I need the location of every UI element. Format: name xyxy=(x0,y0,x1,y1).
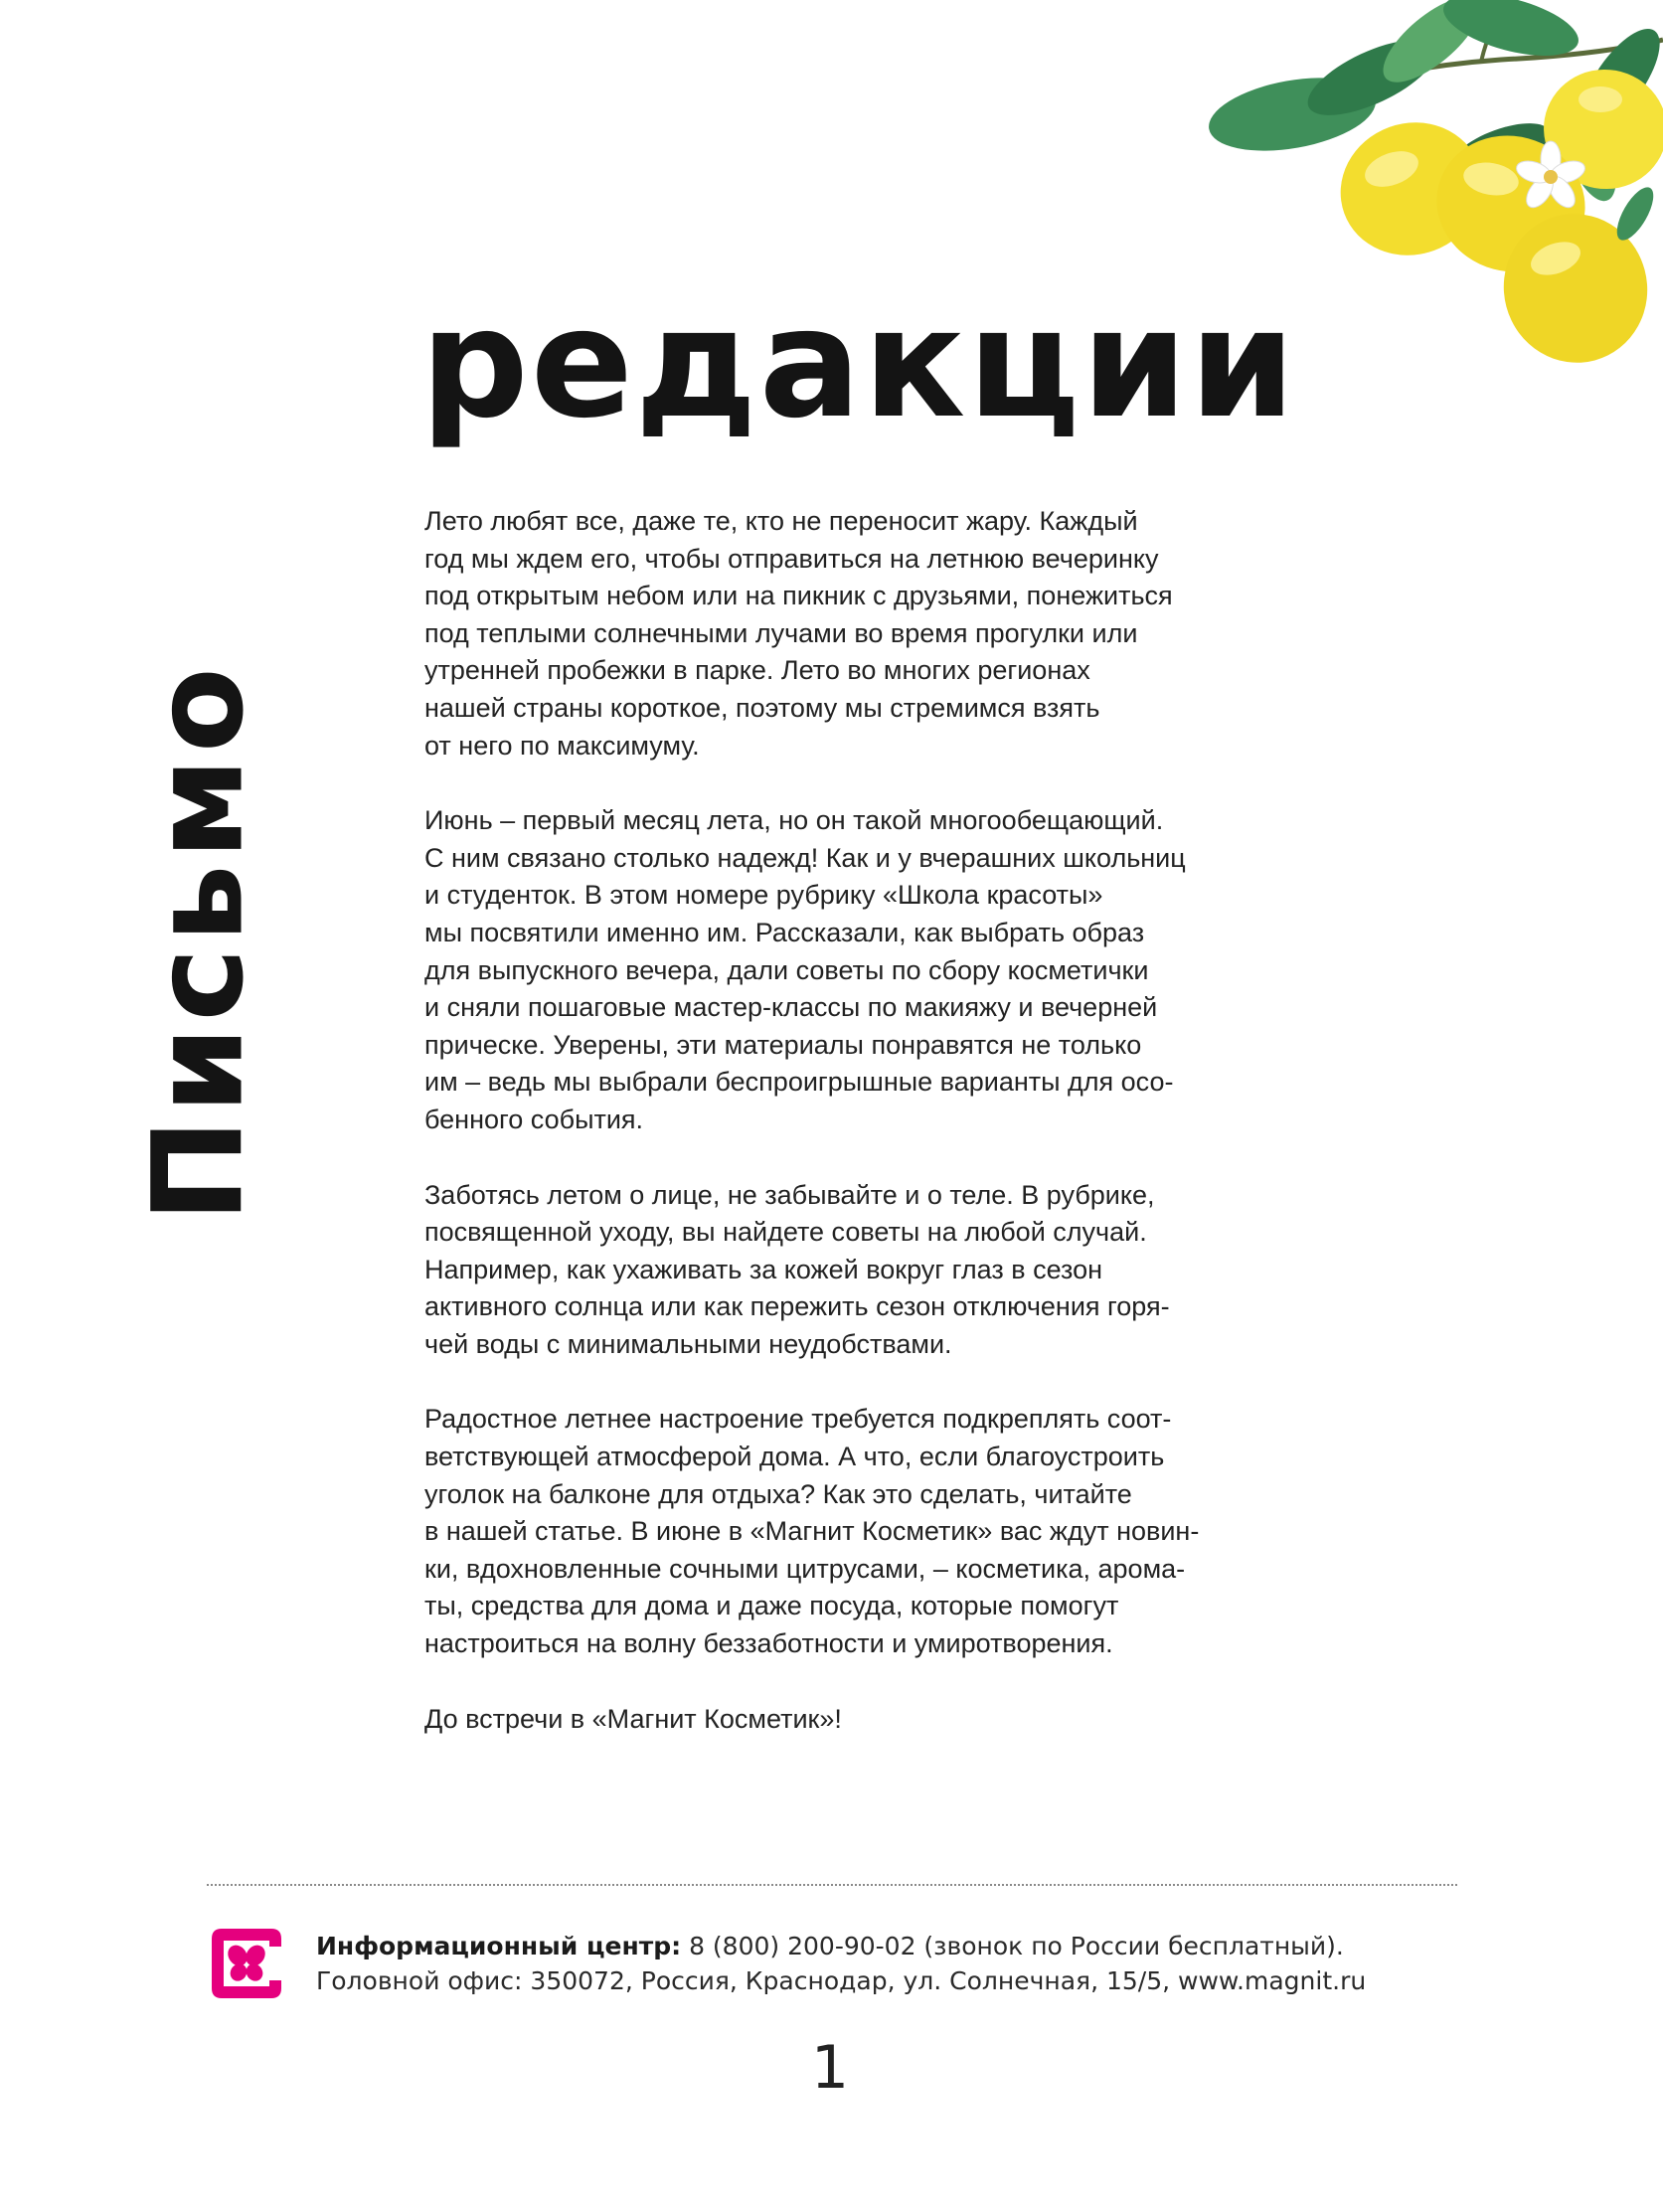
magnit-cosmetic-logo-icon xyxy=(206,1923,287,2004)
info-center-line xyxy=(316,1929,1509,1963)
paragraph: Июнь – первый месяц лета, но он такой многообещающий. С ним связано столько надежд! Как и у вчерашних школьниц и студенток. В этом номере рубрику «Школа красоты» мы посвятили именно им. Рассказали, как выбрать образ для выпускного вечера, дали советы по сбору косметички и сняли пошаговые мастер-классы по макияжу и вечерней прическе. Уверены, эти материалы понравятся не только им – ведь мы выбрали беспроигрышные варианты для осо- бенного события. xyxy=(424,805,1186,1134)
paragraph: Радостное летнее настроение требуется подкреплять соот- ветствующей атмосферой дома. А что, если благоустроить уголок на балконе для отдыха? Как это сделать, читайте в нашей статье. В июне в «Магнит Косметик» вас ждут новин- ки, вдохновленные сочными цитрусами, – косметика, арома- ты, средства для дома и даже посуда, которые помогут настроиться на волну беззаботности и умиротворения. xyxy=(424,1404,1200,1659)
page-number: 1 xyxy=(810,2033,850,2103)
paragraph: Заботясь летом о лице, не забывайте и о теле. В рубрике, посвященной уходу, вы найдете советы на любой случай. Например, как ухаживать за кожей вокруг глаз в сезон активного солнца или как пережить сезон отключения горя- чей воды с минимальными неудобствами. xyxy=(424,1179,1170,1359)
info-center-label: Информационный центр: xyxy=(316,1932,682,1960)
head-office-line: Головной офис: 350072, Россия, Краснодар, ул. Солнечная, 15/5, www.magnit.ru xyxy=(316,1966,1367,1995)
footer-divider xyxy=(207,1884,1457,1886)
title-word-redaktsii: редакции xyxy=(420,275,1298,451)
info-center-phone: 8 (800) 200-90-02 (звонок по России бесплатный). xyxy=(681,1932,1344,1960)
editorial-body xyxy=(424,503,1289,1776)
paragraph: Лето любят все, даже те, кто не переносит жару. Каждый год мы ждем его, чтобы отправиться на летнюю вечеринку под открытым небом или на пикник с друзьями, понежиться под теплыми солнечными лучами во время прогулки или утренней пробежки в парке. Лето во многих регионах нашей страны короткое, поэтому мы стремимся взять от него по максимуму. xyxy=(424,506,1173,761)
title-word-pismo: Письмо xyxy=(126,662,271,1223)
footer-contacts xyxy=(316,1929,1509,1998)
paragraph: До встречи в «Магнит Косметик»! xyxy=(424,1703,842,1734)
